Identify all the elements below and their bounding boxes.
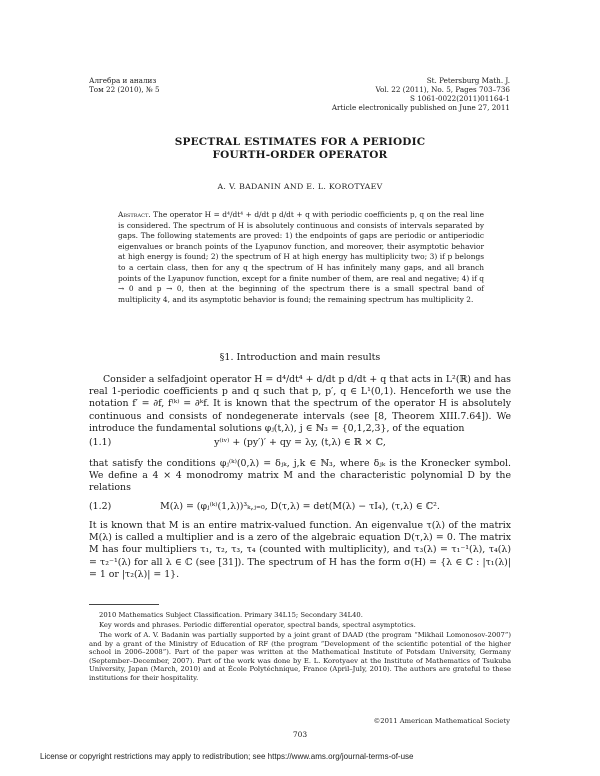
journal-header-right [332,76,510,112]
paper-title [0,136,600,162]
title-line-2: FOURTH-ORDER OPERATOR [212,149,388,161]
equation-number-1-1: (1.1) [89,437,112,448]
copyright-notice: ©2011 American Mathematical Society [373,717,510,725]
page-number: 703 [292,730,308,739]
abstract-text: The operator H = d⁴/dt⁴ + d/dt p d/dt + q with periodic coefficients p, q on the real line is considered. The spectrum of H is absolutely continuous and consists of intervals separated by gaps. The following statements are proved: 1) the endpoints of gaps are periodic or antiperiodic eigenvalues or branch points of the Lyapunov function, and moreover, their asymptotic behavior at high energy is found; 2) the spectrum of H at high energy has multiplicity two; 3) if p belongs to a certain class, then for any q the spectrum of H has infinitely many gaps, and all branch points of the Lyapunov function, except for a finite number of them, are real and negative; 4) if q → 0 and p → 0, then at the beginning of the spectrum there is a small spectral band of multiplicity 4, and its asymptotic behavior is found; the remaining spectrum has multiplicity 2. [118,210,484,304]
equation-1-1-body: y⁽ⁱᵛ⁾ + (py′)′ + qy = λy, (t,λ) ∈ ℝ × ℂ, [214,437,386,448]
footnote-keywords: Key words and phrases. Periodic differential operator, spectral bands, spectral asymptotics. [99,621,416,629]
title-line-1: SPECTRAL ESTIMATES FOR A PERIODIC [174,136,426,148]
section-heading: §1. Introduction and main results [219,352,381,363]
abstract-label: Abstract. [118,210,151,219]
header-volume-russian: Том 22 (2010), № 5 [89,85,160,94]
header-published: Article electronically published on June 27, 2011 [331,103,510,112]
journal-header-left [89,76,160,94]
equation-1-2 [89,501,511,515]
equation-1-1 [89,437,511,451]
license-notice: License or copyright restrictions may apply to redistribution; see https://www.ams.org/journal-terms-of-use [40,752,414,761]
footnote-classification: 2010 Mathematics Subject Classification. Primary 34L15; Secondary 34L40. [99,611,363,619]
paragraph-1: Consider a selfadjoint operator H = d⁴/dt⁴ + d/dt p d/dt + q that acts in L²(ℝ) and has real 1-periodic coefficients p and q such that p, p′, q ∈ L¹(0,1). Henceforth we use the notation f′ = ∂f, f⁽ᵏ⁾ = ∂ᵏf. It is known that the spectrum of the operator H is absolutely continuous and consists of nondegenerate intervals (see [8, Theorem XIII.7.64]). We introduce the fundamental solutions φⱼ(t,λ), j ∈ ℕ₃ = {0,1,2,3}, of the equation [89,374,511,434]
header-volume: Vol. 22 (2011), No. 5, Pages 703–736 [375,85,510,94]
paragraph-3: It is known that M is an entire matrix-valued function. An eigenvalue τ(λ) of the matrix M(λ) is called a multiplier and is a zero of the algebraic equation D(τ,λ) = 0. The matrix M has four multipliers τ₁, τ₂, τ₃, τ₄ (counted with multiplicity), and τ₃(λ) = τ₁⁻¹(λ), τ₄(λ) = τ₂⁻¹(λ) for all λ ∈ ℂ (see [31]). The spectrum of H has the form σ(H) = {λ ∈ ℂ : |τ₁(λ)| = 1 or |τ₂(λ)| = 1}. [89,520,511,580]
header-journal-russian: Алгебра и анализ [89,76,157,85]
paragraph-2: that satisfy the conditions φⱼ⁽ᵏ⁾(0,λ) = δⱼₖ, j,k ∈ ℕ₃, where δⱼₖ is the Kronecker symbol. We define a 4 × 4 monodromy matrix M and the characteristic polynomial D by the relations [89,458,511,494]
paper-authors: A. V. BADANIN AND E. L. KOROTYAEV [217,182,383,191]
footnote-funding: The work of A. V. Badanin was partially supported by a joint grant of DAAD (the program “Mikhail Lomonosov-2007”) and by a grant of the Ministry of Education of RF (the program “Development of the scientific potential of the higher school in 2006–2008”). Part of the paper was written at the Mathematical Institute of Potsdam University, Germany (September–December, 2007). Part of the work was done by E. L. Korotyaev at the Institute of Mathematics of Tsukuba University, Japan (March, 2010) and at École Polytéchnique, France (April–July, 2010). The authors are grateful to these institutions for their hospitality. [89,631,511,682]
equation-1-2-body: M(λ) = (φⱼ⁽ᵏ⁾(1,λ))³ₖ,ⱼ₌₀, D(τ,λ) = det(M(λ) − τI₄), (τ,λ) ∈ ℂ². [160,501,440,512]
footnote-divider [89,604,159,605]
abstract [118,210,484,305]
equation-number-1-2: (1.2) [89,501,112,512]
header-journal-name: St. Petersburg Math. J. [426,76,510,85]
header-doi: S 1061-0022(2011)01164-1 [410,94,510,103]
